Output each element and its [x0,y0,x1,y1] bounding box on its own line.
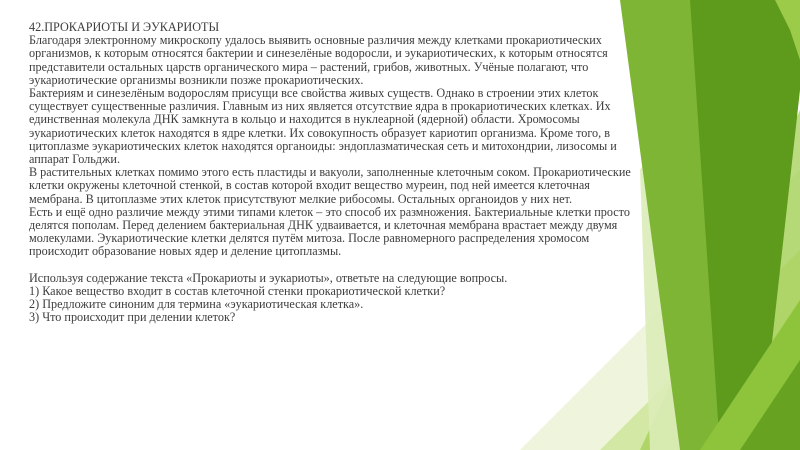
paragraph-intro: Благодаря электронному микроскопу удалось выявить основные различия между клетками прокариотических организмов, к которым относятся бактерии и синезелёные водоросли, и эукариотических, к которым относятся представители остальных царств органического мира – растений, грибов, животных. Учёные полагают, что эукариотические организмы возникли позже прокариотических. [29,33,608,87]
paragraph-differences: Бактериям и синезелёным водорослям присущи все свойства живых существ. Однако в строении этих клеток существует существенные различия. Главным из них является отсутствие ядра в прокариотических клетках. Их единственная молекула ДНК замкнута в кольцо и находится в нуклеарной (ядерной) области. Хромосомы эукариотических клеток находятся в ядре клетки. Их совокупность образует кариотип организма. Кроме того, в цитоплазме эукариотических клеток находятся органоиды: эндоплазматическая сеть и митохондрии, лизосомы и аппарат Гольджи. [29,86,617,167]
task-intro: Используя содержание текста «Прокариоты и эукариоты», ответьте на следующие вопросы. [29,270,508,285]
spacer [29,259,639,272]
paragraph-reproduction: Есть и ещё одно различие между этими типами клеток – это способ их размножения. Бактериальные клетки просто делятся пополам. Перед делением бактериальная ДНК удваивается, и клеточная мембрана врастает между двумя молекулами. Эукариотические клетки делятся путём митоза. После равномерного распределения хромосом происходит образование новых ядер и деление цитоплазмы. [29,204,630,259]
question-1: 1) Какое вещество входит в состав клеточной стенки прокариотической клетки? [29,284,446,299]
question-2: 2) Предложите синоним для термина «эукариотическая клетка». [29,297,364,312]
paragraph-plant-cells: В растительных клетках помимо этого есть пластиды и вакуоли, заполненные клеточным соком. Прокариотические клетки окружены клеточной стенкой, в состав которой входит вещество муреин, под ней имеется клеточная мембрана. В цитоплазме этих клеток присутствуют мелкие рибосомы. Остальных органоидов у них нет. [29,165,631,206]
question-3: 3) Что происходит при делении клеток? [29,310,236,325]
slide-title: 42.ПРОКАРИОТЫ И ЭУКАРИОТЫ [29,20,220,34]
slide-text [29,21,639,325]
